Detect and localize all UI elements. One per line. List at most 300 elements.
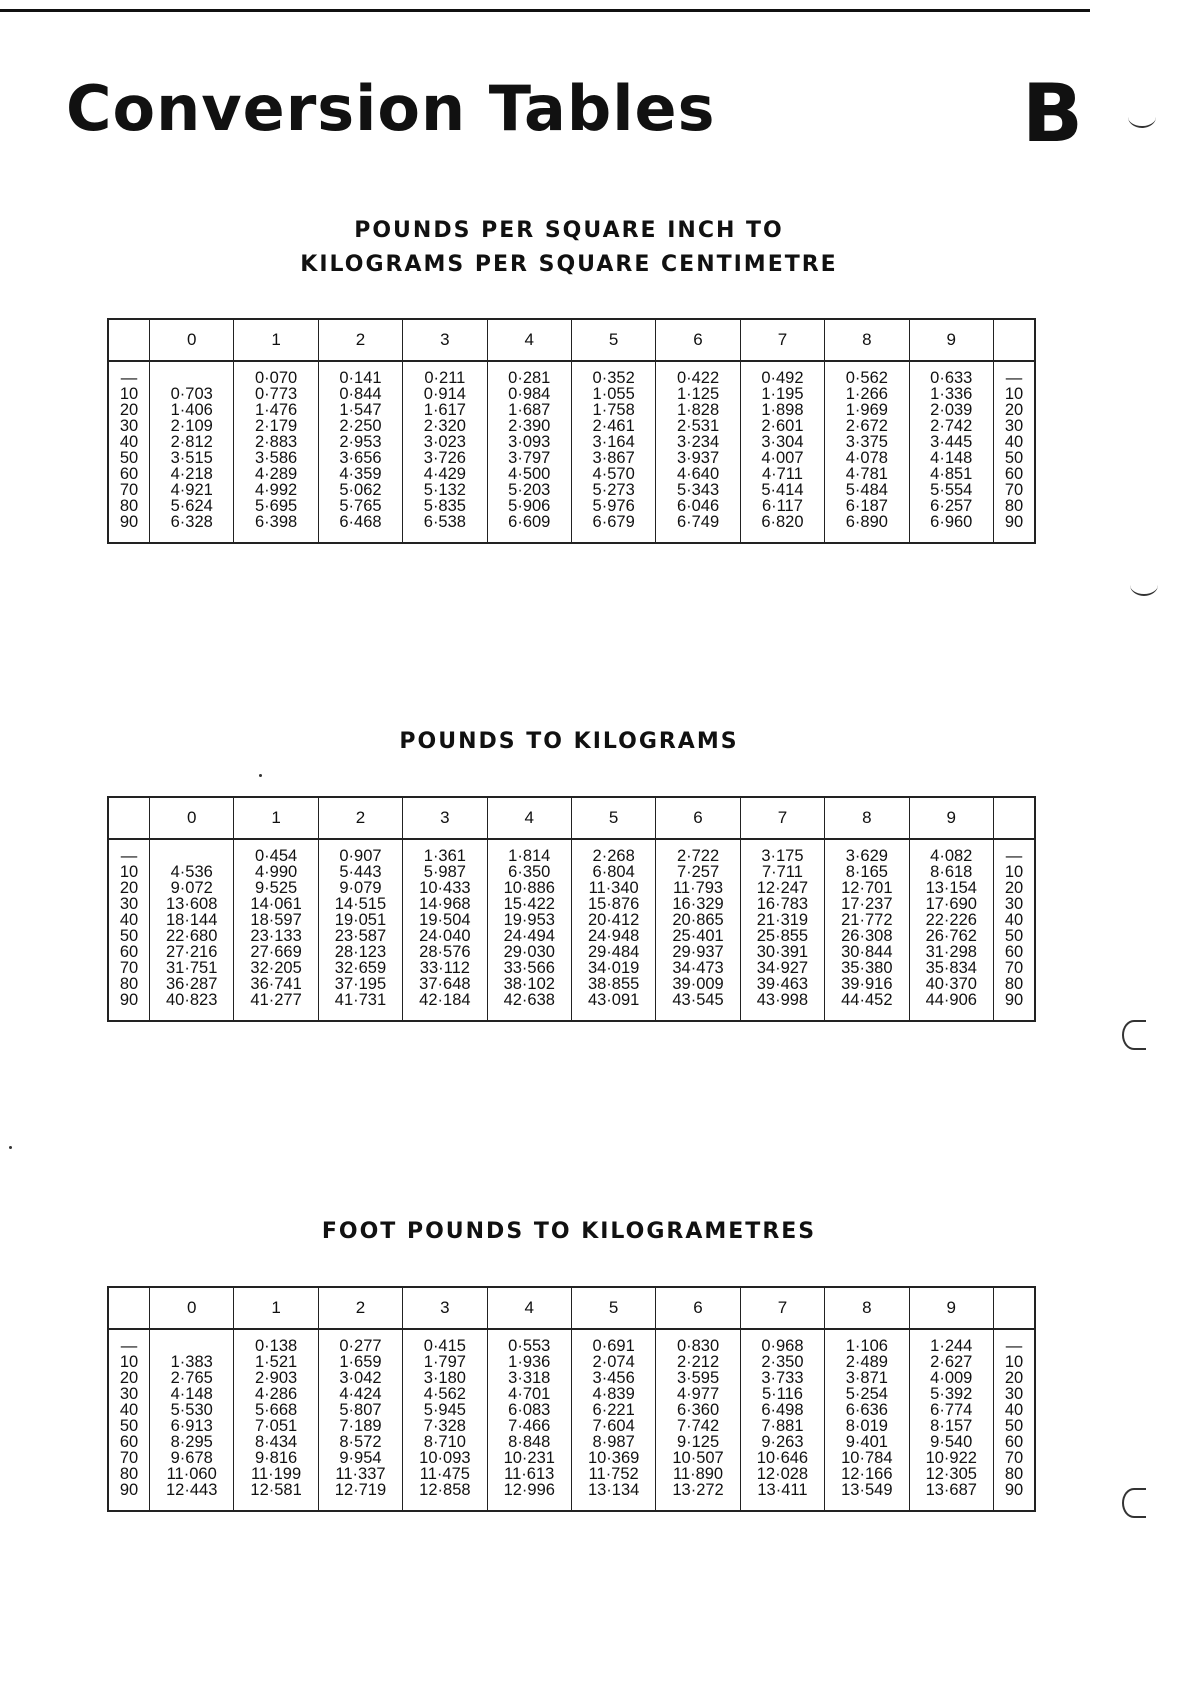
row-label: 40 (1004, 433, 1024, 451)
table-cell: 1·828 (676, 401, 720, 419)
table-cell: 5·203 (508, 481, 551, 499)
table-cell: 3·937 (676, 449, 720, 467)
table-cell: 3·164 (592, 433, 635, 451)
value-column (571, 839, 655, 1021)
column-header: 9 (909, 319, 993, 361)
table-cell: 7·711 (761, 863, 803, 881)
row-label: 30 (119, 1385, 139, 1403)
table-cell: 0·454 (254, 847, 298, 865)
table-cell: 3·871 (845, 1369, 888, 1387)
table-cell: 4·148 (930, 449, 973, 467)
column-header: 6 (656, 797, 740, 839)
column-header: 9 (909, 797, 993, 839)
row-label (109, 848, 149, 864)
table-cell: 0·907 (339, 847, 382, 865)
table-cell: 4·536 (170, 863, 213, 881)
corner-cell (994, 1287, 1036, 1329)
table-cell: 6·804 (592, 863, 635, 881)
table-cell: 3·175 (761, 847, 804, 865)
table-cell: 5·116 (761, 1385, 803, 1403)
table-cell: 2·672 (845, 417, 888, 435)
table-cell: 39·009 (672, 975, 724, 993)
table-cell: 17·690 (925, 895, 977, 913)
table-cell: 7·328 (423, 1417, 466, 1435)
table-cell: 7·051 (254, 1417, 298, 1435)
table-cell: 10·093 (419, 1449, 471, 1467)
table-cell: 29·030 (503, 943, 555, 961)
table-cell: 1·266 (845, 385, 888, 403)
table-cell: 5·976 (592, 497, 635, 515)
table-cell: 0·415 (423, 1337, 466, 1355)
value-column (318, 361, 402, 543)
table-cell: 5·554 (930, 481, 973, 499)
table-cell: 0·141 (339, 369, 382, 387)
table-cell: 2·320 (423, 417, 466, 435)
value-column (825, 1329, 909, 1511)
row-label: 70 (119, 959, 139, 977)
table-cell: 11·890 (672, 1465, 724, 1483)
row-label-dash: — (1005, 1337, 1023, 1355)
table-cell: 6·187 (845, 497, 888, 515)
table-cell: 2·109 (170, 417, 213, 435)
row-label-dash: — (1005, 847, 1023, 865)
row-label: 60 (119, 1433, 139, 1451)
table-cell: 3·456 (592, 1369, 635, 1387)
row-label: 50 (119, 1417, 139, 1435)
table-cell: 4·851 (930, 465, 973, 483)
table-cell: 36·287 (166, 975, 218, 993)
table-cell: 37·648 (419, 975, 471, 993)
table-cell: 44·452 (841, 991, 893, 1009)
table-cell: 24·948 (587, 927, 640, 945)
table-cell: 38·102 (503, 975, 555, 993)
row-label: 30 (1004, 895, 1024, 913)
table-cell: 3·023 (423, 433, 466, 451)
row-label: 10 (1004, 1353, 1024, 1371)
row-label: 10 (1004, 385, 1024, 403)
table-cell: 19·504 (419, 911, 471, 929)
table-cell: 3·180 (423, 1369, 466, 1387)
table-cell: 11·340 (588, 879, 639, 897)
table-cell: 13·549 (841, 1481, 893, 1499)
table-cell: 1·361 (423, 847, 466, 865)
table-title (100, 1215, 1038, 1249)
table-cell: 12·858 (419, 1481, 471, 1499)
row-label: 80 (119, 497, 139, 515)
column-header: 8 (825, 319, 909, 361)
table-cell: 12·996 (503, 1481, 555, 1499)
value-column (403, 1329, 487, 1511)
table-cell: 4·424 (339, 1385, 382, 1403)
table-cell: 0·691 (592, 1337, 635, 1355)
table-cell: 40·823 (166, 991, 218, 1009)
row-labels-left (108, 839, 150, 1021)
value-column (234, 361, 318, 543)
table-cell: 12·247 (756, 879, 809, 897)
table-cell: 2·461 (592, 417, 635, 435)
row-label: 70 (119, 481, 139, 499)
table-cell: 10·922 (925, 1449, 977, 1467)
table-cell: 10·507 (672, 1449, 724, 1467)
table-cell: 2·742 (930, 417, 973, 435)
table-cell: 30·844 (841, 943, 893, 961)
table-cell: 5·624 (170, 497, 213, 515)
value-column (487, 1329, 571, 1511)
table-title (100, 214, 1038, 282)
value-column (571, 361, 655, 543)
table-cell: 20·865 (672, 911, 724, 929)
table-cell: 5·765 (339, 497, 382, 515)
row-label: 40 (1004, 911, 1024, 929)
table-cell: 0·211 (424, 369, 466, 387)
table-cell: 2·531 (676, 417, 720, 435)
table-cell: 5·254 (845, 1385, 888, 1403)
table-cell: 4·701 (508, 1385, 551, 1403)
table-cell: 17·237 (841, 895, 893, 913)
value-column (150, 839, 234, 1021)
value-column (487, 361, 571, 543)
table-cell: 21·319 (756, 911, 809, 929)
table-cell: 3·733 (761, 1369, 804, 1387)
corner-cell (994, 319, 1036, 361)
column-header: 2 (318, 1287, 402, 1329)
column-header: 0 (150, 319, 234, 361)
value-column (909, 1329, 993, 1511)
value-column (656, 361, 740, 543)
table-cell: 10·784 (841, 1449, 893, 1467)
table-cell: 31·751 (166, 959, 218, 977)
table-cell (150, 848, 233, 864)
table-cell: 3·318 (508, 1369, 551, 1387)
table-cell: 29·484 (587, 943, 640, 961)
row-label (994, 848, 1034, 864)
row-label: 10 (119, 385, 139, 403)
table-title-line: POUNDS PER SQUARE INCH TO (354, 218, 784, 243)
table-cell: 6·820 (761, 513, 804, 531)
table-cell: 12·443 (166, 1481, 218, 1499)
row-label: 80 (119, 1465, 139, 1483)
table-cell: 44·906 (925, 991, 977, 1009)
punch-mark (1122, 1488, 1146, 1518)
table-cell: 11·613 (504, 1465, 555, 1483)
row-label-dash: — (120, 1337, 138, 1355)
top-rule (0, 9, 1090, 12)
table-cell: 1·244 (930, 1337, 973, 1355)
table-cell: 36·741 (250, 975, 302, 993)
row-label: 30 (119, 417, 139, 435)
table-cell: 2·268 (592, 847, 635, 865)
table-cell: 34·927 (756, 959, 809, 977)
table-cell: 6·360 (676, 1401, 720, 1419)
row-label: 40 (119, 911, 139, 929)
row-label: 80 (1004, 975, 1024, 993)
table-cell: 16·329 (672, 895, 724, 913)
table-cell: 1·336 (930, 385, 973, 403)
table-cell: 0·281 (508, 369, 551, 387)
row-label: 60 (119, 943, 139, 961)
table-body-row (108, 361, 1035, 543)
table-cell: 5·835 (423, 497, 466, 515)
table-cell: 3·375 (845, 433, 888, 451)
column-header: 3 (403, 797, 487, 839)
table-cell: 12·719 (334, 1481, 387, 1499)
table-cell: 6·538 (423, 513, 466, 531)
table-cell: 2·903 (254, 1369, 298, 1387)
column-header: 6 (656, 319, 740, 361)
table-cell: 4·289 (254, 465, 298, 483)
table-cell: 8·295 (170, 1433, 213, 1451)
table-cell: 10·231 (503, 1449, 555, 1467)
row-label: 30 (1004, 1385, 1024, 1403)
table-cell: 10·369 (587, 1449, 640, 1467)
value-column (234, 839, 318, 1021)
table-cell: 2·074 (592, 1353, 635, 1371)
row-labels-right (994, 1329, 1036, 1511)
row-label: 10 (119, 1353, 139, 1371)
column-header: 6 (656, 1287, 740, 1329)
table-cell: 2·953 (339, 433, 382, 451)
table-cell: 12·581 (250, 1481, 302, 1499)
page-title: Conversion Tables (66, 72, 716, 145)
table-cell: 6·221 (592, 1401, 635, 1419)
conversion-table-lb-to-kg (107, 796, 1036, 1022)
table-cell: 5·695 (254, 497, 298, 515)
value-column (909, 839, 993, 1021)
column-header: 2 (318, 797, 402, 839)
row-label: 70 (1004, 959, 1024, 977)
header-row (108, 319, 1035, 361)
table-cell: 10·886 (503, 879, 555, 897)
table-cell: 12·701 (841, 879, 893, 897)
table-cell: 4·992 (254, 481, 298, 499)
table-cell: 0·138 (254, 1337, 298, 1355)
table-cell: 2·489 (845, 1353, 888, 1371)
table-cell: 6·046 (676, 497, 720, 515)
table-cell: 0·553 (508, 1337, 551, 1355)
table-cell: 3·093 (508, 433, 551, 451)
table-cell: 0·277 (339, 1337, 382, 1355)
table-cell: 9·079 (339, 879, 382, 897)
table-cell: 6·328 (170, 513, 213, 531)
table-cell: 6·350 (508, 863, 551, 881)
table-cell: 11·475 (419, 1465, 470, 1483)
value-column (909, 361, 993, 543)
table-cell: 34·473 (672, 959, 724, 977)
row-label: 60 (1004, 1433, 1024, 1451)
row-label: 20 (119, 879, 139, 897)
column-header: 7 (740, 1287, 824, 1329)
stray-dot (259, 774, 262, 777)
table-cell: 1·617 (423, 401, 466, 419)
table-cell: 3·867 (592, 449, 635, 467)
value-column (571, 1329, 655, 1511)
table-cell: 1·195 (761, 385, 804, 403)
column-header: 1 (234, 797, 318, 839)
table-cell: 0·984 (508, 385, 551, 403)
table-cell: 0·352 (592, 369, 635, 387)
table-cell: 0·830 (676, 1337, 720, 1355)
table-cell: 1·758 (592, 401, 635, 419)
table-cell: 4·640 (676, 465, 720, 483)
column-header: 7 (740, 319, 824, 361)
row-labels-left (108, 1329, 150, 1511)
table-cell: 41·731 (334, 991, 387, 1009)
table-cell: 1·936 (508, 1353, 551, 1371)
table-cell: 19·051 (334, 911, 387, 929)
conversion-table-psi-to-kgcm2 (107, 318, 1036, 544)
table-cell (150, 1338, 233, 1354)
table-cell: 6·774 (930, 1401, 973, 1419)
row-labels-right (994, 361, 1036, 543)
table-cell: 4·009 (930, 1369, 973, 1387)
table-cell: 10·646 (756, 1449, 809, 1467)
table-cell: 26·308 (841, 927, 893, 945)
table-cell: 7·257 (676, 863, 720, 881)
table-cell: 25·401 (672, 927, 724, 945)
table-body-row (108, 1329, 1035, 1511)
conversion-table-ftlb-to-kgm (107, 1286, 1036, 1512)
row-labels-left (108, 361, 150, 543)
table-cell: 43·545 (672, 991, 724, 1009)
table-cell: 0·968 (761, 1337, 804, 1355)
table-cell: 9·540 (930, 1433, 973, 1451)
row-label-dash: — (120, 369, 138, 387)
table-cell: 14·061 (250, 895, 302, 913)
table-cell: 43·998 (756, 991, 809, 1009)
row-label (994, 370, 1034, 386)
row-label: 40 (1004, 1401, 1024, 1419)
table-cell: 42·638 (503, 991, 555, 1009)
column-header: 7 (740, 797, 824, 839)
table-cell: 2·250 (339, 417, 382, 435)
table-title-line: FOOT POUNDS TO KILOGRAMETRES (321, 1219, 817, 1244)
table-cell: 8·987 (592, 1433, 635, 1451)
table-cell: 5·945 (423, 1401, 466, 1419)
table-cell: 7·604 (592, 1417, 635, 1435)
column-header: 1 (234, 319, 318, 361)
table-cell: 12·028 (756, 1465, 809, 1483)
row-label: 70 (119, 1449, 139, 1467)
table-cell: 3·445 (930, 433, 973, 451)
table-cell: 9·678 (170, 1449, 213, 1467)
table-cell: 28·576 (419, 943, 471, 961)
value-column (318, 839, 402, 1021)
table-cell: 1·055 (592, 385, 635, 403)
table-cell: 0·914 (423, 385, 466, 403)
table-cell: 4·839 (592, 1385, 635, 1403)
value-column (318, 1329, 402, 1511)
table-cell: 13·134 (587, 1481, 640, 1499)
table-cell: 13·687 (925, 1481, 977, 1499)
table-cell: 1·383 (170, 1353, 213, 1371)
table-cell: 6·960 (930, 513, 973, 531)
row-label (109, 1338, 149, 1354)
table-cell: 2·765 (170, 1369, 213, 1387)
table-cell: 6·890 (845, 513, 888, 531)
table-cell: 35·834 (925, 959, 977, 977)
table-cell: 1·969 (845, 401, 888, 419)
value-column (825, 361, 909, 543)
row-label: 10 (119, 863, 139, 881)
table-cell: 6·609 (508, 513, 551, 531)
value-column (740, 839, 824, 1021)
table-cell: 9·401 (845, 1433, 888, 1451)
table-cell: 11·793 (672, 879, 724, 897)
table-cell: 4·218 (170, 465, 213, 483)
table-cell: 5·132 (423, 481, 466, 499)
table-cell: 4·082 (930, 847, 973, 865)
table-cell: 9·263 (761, 1433, 804, 1451)
table-cell: 6·636 (845, 1401, 888, 1419)
table-cell: 4·562 (423, 1385, 466, 1403)
table-cell: 6·498 (761, 1401, 804, 1419)
column-header: 8 (825, 797, 909, 839)
table-cell: 2·883 (254, 433, 298, 451)
column-header: 0 (150, 797, 234, 839)
value-column (150, 1329, 234, 1511)
section-letter: B (1022, 67, 1083, 160)
row-label: 60 (1004, 943, 1024, 961)
row-label: 40 (119, 1401, 139, 1419)
table-cell: 5·273 (592, 481, 635, 499)
table-cell: 0·492 (761, 369, 804, 387)
table-cell: 8·019 (845, 1417, 888, 1435)
row-label: 30 (1004, 417, 1024, 435)
corner-cell (108, 1287, 150, 1329)
row-label: 20 (119, 401, 139, 419)
table-title-line: KILOGRAMS PER SQUARE CENTIMETRE (300, 252, 838, 277)
table-cell: 3·515 (170, 449, 213, 467)
value-column (825, 839, 909, 1021)
table-cell: 3·234 (676, 433, 720, 451)
table-cell: 4·500 (508, 465, 551, 483)
table-cell: 2·212 (676, 1353, 720, 1371)
table-cell: 31·298 (925, 943, 977, 961)
punch-mark (1122, 1020, 1146, 1050)
table-cell: 22·680 (166, 927, 218, 945)
table-cell: 5·392 (930, 1385, 973, 1403)
table-cell: 1·898 (761, 401, 804, 419)
row-label: 50 (1004, 449, 1024, 467)
table-cell: 7·742 (676, 1417, 720, 1435)
table-cell: 16·783 (756, 895, 809, 913)
table-cell: 1·106 (845, 1337, 888, 1355)
table-title-line: POUNDS TO KILOGRAMS (399, 729, 739, 754)
row-label: 50 (119, 927, 139, 945)
table-cell: 12·305 (925, 1465, 977, 1483)
table-cell: 4·711 (761, 465, 803, 483)
row-label: 80 (1004, 497, 1024, 515)
table-cell: 4·977 (676, 1385, 720, 1403)
table-cell: 13·411 (757, 1481, 808, 1499)
row-label: 40 (119, 433, 139, 451)
row-label: 60 (1004, 465, 1024, 483)
table-cell: 1·476 (254, 401, 298, 419)
table-cell: 4·570 (592, 465, 635, 483)
table-cell: 23·587 (334, 927, 387, 945)
table-cell: 3·726 (423, 449, 466, 467)
table-cell: 5·987 (423, 863, 466, 881)
row-label: 60 (119, 465, 139, 483)
table-cell: 5·807 (339, 1401, 382, 1419)
table-cell: 18·597 (250, 911, 302, 929)
table-cell: 4·359 (339, 465, 382, 483)
row-label: 90 (119, 513, 139, 531)
row-label (109, 370, 149, 386)
row-label: 50 (1004, 927, 1024, 945)
table-cell: 2·722 (676, 847, 720, 865)
table-cell: 15·876 (587, 895, 640, 913)
